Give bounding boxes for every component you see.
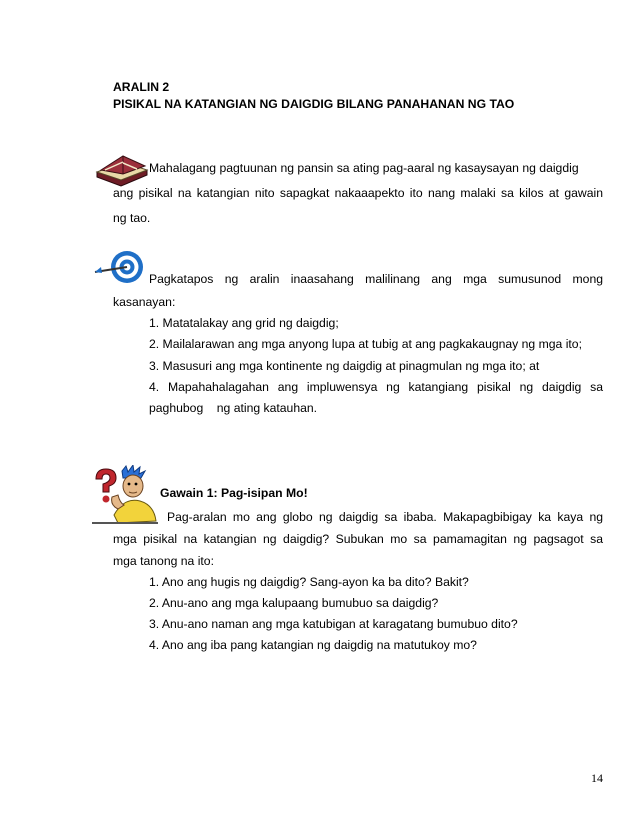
- activity-line-3: mga tanong na ito:: [113, 554, 214, 568]
- objective-item: 4. Mapahahalagahan ang impluwensya ng katangiang pisikal ng daigdig sa: [149, 380, 603, 394]
- book-icon: [93, 150, 151, 188]
- objective-item: paghubog ng ating katauhan.: [149, 401, 318, 415]
- objective-item: 1. Matatalakay ang grid ng daigdig;: [149, 316, 339, 330]
- lesson-title: PISIKAL NA KATANGIAN NG DAIGDIG BILANG PANAHANAN NG TAO: [113, 97, 515, 111]
- activity-title: Gawain 1: Pag-isipan Mo!: [160, 486, 308, 500]
- activity-question: 4. Ano ang iba pang katangian ng daigdig na matutukoy mo?: [149, 638, 477, 652]
- target-icon: [93, 248, 145, 286]
- activity-question: 2. Anu-ano ang mga kalupaang bumubuo sa daigdig?: [149, 596, 439, 610]
- page-number: 14: [591, 771, 603, 785]
- activity-line-1: Pag-aralan mo ang globo ng daigdig sa ibaba. Makapagbibigay ka kaya ng: [167, 510, 603, 524]
- activity-question: 3. Anu-ano naman ang mga katubigan at karagatang bumubuo dito?: [149, 617, 518, 631]
- intro-line-1: Mahalagang pagtuunan ng pansin sa ating pag-aaral ng kasaysayan ng daigdig: [149, 161, 579, 175]
- activity-line-2: mga pisikal na katangian ng daigdig? Subukan mo sa pamamagitan ng pagsagot sa: [113, 532, 603, 546]
- activity-question: 1. Ano ang hugis ng daigdig? Sang-ayon ka ba dito? Bakit?: [149, 575, 469, 589]
- objective-item: 2. Mailalarawan ang mga anyong lupa at tubig at ang pagkakaugnay ng mga ito;: [149, 337, 582, 351]
- objective-item: 3. Masusuri ang mga kontinente ng daigdig at pinagmulan ng mga ito; at: [149, 359, 540, 373]
- objectives-line-1: Pagkatapos ng aralin inaasahang malilinang ang mga sumusunod mong: [149, 272, 603, 286]
- intro-line-3: ng tao.: [113, 211, 151, 225]
- intro-line-2: ang pisikal na katangian nito sapagkat nakaaapekto ito nang malaki sa kilos at gawain: [113, 186, 603, 200]
- lesson-number: ARALIN 2: [113, 80, 170, 94]
- thinking-person-icon: [88, 465, 160, 527]
- objectives-line-2: kasanayan:: [113, 295, 176, 309]
